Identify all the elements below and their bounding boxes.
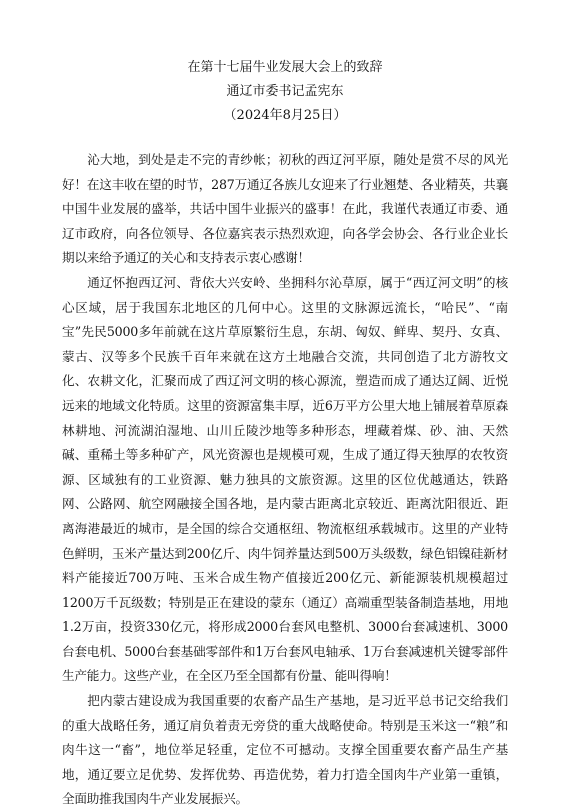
paragraph: 把内蒙古建设成为我国重要的农畜产品生产基地，是习近平总书记交给我们的重大战略任务，通辽肩负着责无旁贷的重大战略使命。特别是玉米这一“粮”和肉牛这一“畜”，地位举足轻重，定位不可撼动。支撑全国重要农畜产品生产基地，通辽要立足优势、发挥优势、再造优势，着力打造全国肉牛产业第一重镇，全面助推我国肉牛产业发展振兴。 [62, 693, 508, 807]
document-header [0, 56, 570, 128]
document-body [62, 148, 508, 812]
document-date: （2024年8月25日） [223, 108, 347, 123]
paragraph: 沁大地，到处是走不完的青纱帐；初秋的西辽河平原，随处是赏不尽的风光好！在这丰收在望的时节，287万通辽各族儿女迎来了行业翘楚、各业精英，共襄中国牛业发展的盛举，共话中国牛业振兴的盛事！在此，我谨代表通辽市委、通辽市政府，向各位领导、各位嘉宾表示热烈欢迎，向各学会协会、各行业企业长期以来给予通辽的关心和支持表示衷心感谢！ [62, 152, 508, 266]
document-author: 通辽市委书记孟宪东 [226, 84, 344, 99]
document-title: 在第十七届牛业发展大会上的致辞 [187, 60, 383, 75]
paragraph: 通辽怀抱西辽河、背依大兴安岭、坐拥科尔沁草原，属于“西辽河文明”的核心区域，居于我国东北地区的几何中心。这里的文脉源远流长，“哈民”、“南宝”先民5000多年前就在这片草原繁衍生息，东胡、匈奴、鲜卑、契丹、女真、蒙古、汉等多个民族千百年来就在这方土地融合交流，共同创造了北方游牧文化、农耕文化，汇聚而成了西辽河文明的核心源流，塑造而成了通达辽阔、近悦远来的地域文化特质。这里的资源富集丰厚，近6万平方公里大地上铺展着草原森林耕地、河流湖泊湿地、山川丘陵沙地等多种形态，埋藏着煤、砂、油、天然碱、重稀土等多种矿产，风光资源也是规模可观，生成了通辽得天独厚的农牧资源、区域独有的工业资源、魅力独具的文旅资源。这里的区位优越通达，铁路网、公路网、航空网融接全国各地，是内蒙古距离北京较近、距离沈阳很近、距离海港最近的城市，是全国的综合交通枢纽、物流枢纽承载城市。这里的产业特色鲜明，玉米产量达到200亿斤、肉牛饲养量达到500万头级数，绿色铝镍硅新材料产能接近700万吨、玉米合成生物产值接近200亿元、新能源装机规模超过1200万千瓦级数；特别是正在建设的蒙东（通辽）高端重型装备制造基地，用地1.2万亩，投资330亿元，将形成2000台套风电整机、3000台套减速机、3000台套电机、5000台套基础零部件和1万台套风电轴承、1万台套减速机关键零部件生产能力。这些产业，在全区乃至全国都有份量、能叫得响！ [62, 274, 508, 684]
